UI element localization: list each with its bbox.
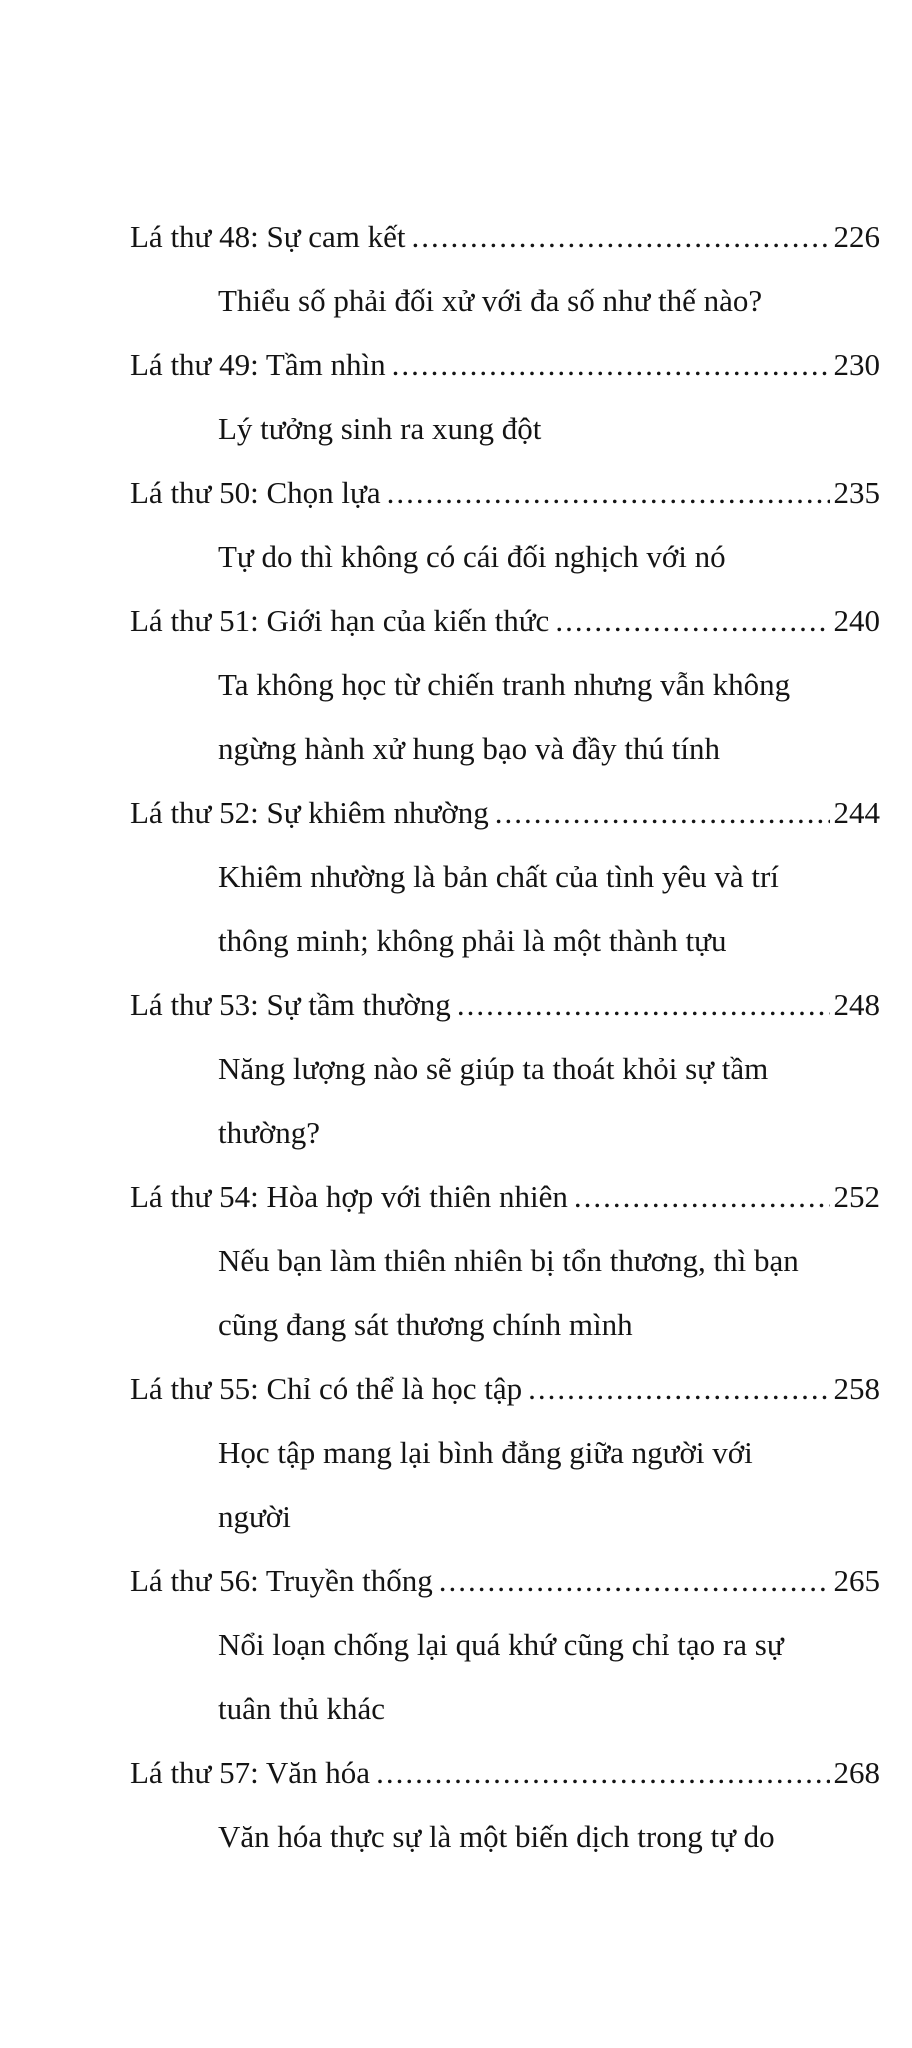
toc-page-number: 265: [833, 1563, 880, 1598]
toc-page-number: 240: [833, 603, 880, 638]
toc-line[interactable]: [130, 333, 880, 397]
toc-entry: [130, 1741, 880, 1869]
toc-line[interactable]: [130, 589, 880, 653]
toc-entry-title: Lá thư 48: Sự cam kết: [130, 219, 406, 254]
toc-entry-subtitle: Khiêm nhường là bản chất của tình yêu và trí thông minh; không phải là một thành tựu: [218, 859, 779, 958]
toc-entry-subtitle: Tự do thì không có cái đối nghịch với nó: [218, 539, 726, 574]
dot-leader: [574, 1165, 830, 1229]
toc-line[interactable]: [130, 1741, 880, 1805]
dot-leader: [376, 1741, 829, 1805]
toc-line[interactable]: [130, 973, 880, 1037]
toc-entry: [130, 589, 880, 781]
toc-line[interactable]: [130, 781, 880, 845]
dot-leader: [495, 781, 830, 845]
toc-entry-title: Lá thư 52: Sự khiêm nhường: [130, 795, 489, 830]
toc-entry-subtitle: Nếu bạn làm thiên nhiên bị tổn thương, thì bạn cũng đang sát thương chính mình: [218, 1243, 799, 1342]
toc-entry-title: Lá thư 51: Giới hạn của kiến thức: [130, 603, 550, 638]
toc-page-number: 235: [833, 475, 880, 510]
table-of-contents: [130, 205, 880, 1869]
toc-entry-title: Lá thư 57: Văn hóa: [130, 1755, 371, 1790]
toc-entry-subtitle: Năng lượng nào sẽ giúp ta thoát khỏi sự tầm thường?: [218, 1051, 769, 1150]
toc-page-number: 230: [833, 347, 880, 382]
dot-leader: [439, 1549, 830, 1613]
dot-leader: [457, 973, 830, 1037]
toc-entry: [130, 781, 880, 973]
toc-line[interactable]: [130, 205, 880, 269]
toc-line[interactable]: [130, 461, 880, 525]
toc-entry: [130, 1549, 880, 1741]
dot-leader: [387, 461, 830, 525]
dot-leader: [555, 589, 829, 653]
toc-page-number: 226: [833, 219, 880, 254]
toc-page-number: 248: [833, 987, 880, 1022]
toc-page-number: 252: [833, 1179, 880, 1214]
toc-entry-subtitle: Ta không học từ chiến tranh nhưng vẫn không ngừng hành xử hung bạo và đầy thú tính: [218, 667, 791, 766]
toc-entry-subtitle: Nổi loạn chống lại quá khứ cũng chỉ tạo ra sự tuân thủ khác: [218, 1627, 784, 1726]
toc-entry: [130, 205, 880, 333]
toc-line[interactable]: [130, 1165, 880, 1229]
dot-leader: [412, 205, 830, 269]
toc-entry: [130, 461, 880, 589]
toc-entry-subtitle: Thiểu số phải đối xử với đa số như thế nào?: [218, 283, 763, 318]
toc-entry: [130, 973, 880, 1165]
toc-entry-subtitle: Học tập mang lại bình đẳng giữa người với người: [218, 1435, 753, 1534]
toc-entry-subtitle: Lý tưởng sinh ra xung đột: [218, 411, 542, 446]
toc-entry-title: Lá thư 49: Tầm nhìn: [130, 347, 386, 382]
toc-entry: [130, 1165, 880, 1357]
toc-line[interactable]: [130, 1357, 880, 1421]
dot-leader: [528, 1357, 829, 1421]
toc-page-number: 268: [833, 1755, 880, 1790]
toc-entry: [130, 333, 880, 461]
toc-entry-title: Lá thư 53: Sự tầm thường: [130, 987, 451, 1022]
toc-entry-title: Lá thư 50: Chọn lựa: [130, 475, 381, 510]
toc-entry-title: Lá thư 54: Hòa hợp với thiên nhiên: [130, 1179, 568, 1214]
toc-page-number: 258: [833, 1371, 880, 1406]
toc-entry-title: Lá thư 56: Truyền thống: [130, 1563, 433, 1598]
toc-entry-title: Lá thư 55: Chỉ có thể là học tập: [130, 1371, 523, 1406]
toc-page-number: 244: [833, 795, 880, 830]
toc-line[interactable]: [130, 1549, 880, 1613]
dot-leader: [392, 333, 830, 397]
toc-entry: [130, 1357, 880, 1549]
toc-entry-subtitle: Văn hóa thực sự là một biến dịch trong tự do: [218, 1819, 775, 1854]
